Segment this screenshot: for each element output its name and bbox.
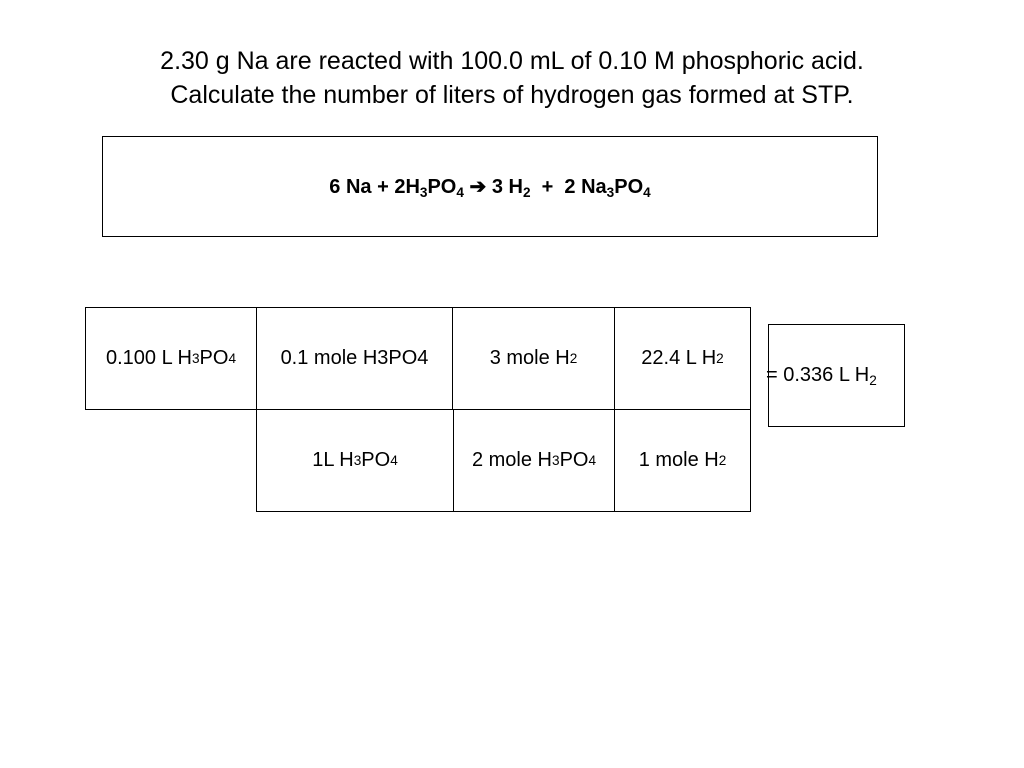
start-quantity-cell: 0.100 L H 3 PO 4 — [85, 307, 257, 410]
equation-text: PO — [427, 176, 457, 198]
denominator-cell-3: 1 mole H 2 — [615, 409, 751, 512]
arrow-icon: ➔ — [469, 176, 487, 198]
equation-subscript: 4 — [643, 184, 651, 200]
problem-line-2: Calculate the number of liters of hydrogen gas formed at STP. — [170, 81, 854, 109]
numerator-cell-2: 3 mole H 2 — [453, 307, 615, 410]
equation-text: PO — [614, 176, 644, 198]
cell-text: PO — [559, 449, 589, 471]
numerator-cell-1 — [257, 307, 453, 410]
cell-text: 22.4 L H — [641, 347, 717, 369]
cell-text: 0.1 mole H3PO4 — [280, 347, 429, 369]
cell-text: 3 mole H — [489, 347, 570, 369]
problem-statement — [0, 44, 1024, 112]
cell-text: 1L H — [312, 449, 354, 471]
problem-line-1: 2.30 g Na are reacted with 100.0 mL of 0.10 M phosphoric acid. — [160, 47, 864, 75]
result-value — [766, 364, 877, 387]
denominator-cell-1: 1L H 3 PO 4 — [256, 409, 454, 512]
cell-text: 1 mole H — [638, 449, 719, 471]
equation-subscript: 3 — [606, 184, 615, 200]
result-subscript: 2 — [869, 372, 877, 388]
cell-text: PO — [361, 449, 391, 471]
cell-text: 0.100 L H — [105, 347, 192, 369]
result-text: = 0.336 L H — [766, 364, 870, 386]
cell-text: PO — [199, 347, 229, 369]
equation-subscript: 2 — [522, 184, 531, 200]
numerator-cell-3: 22.4 L H 2 — [615, 307, 751, 410]
denominator-cell-2: 2 mole H 3 PO 4 — [454, 409, 615, 512]
equation-text: + 2 Na — [530, 176, 607, 198]
equation-subscript: 4 — [456, 184, 464, 200]
balanced-equation — [0, 174, 980, 199]
cell-text: 2 mole H — [471, 449, 552, 471]
equation-subscript: 3 — [419, 184, 428, 200]
equation-text: 6 Na + 2H — [329, 176, 420, 198]
equation-text: 3 H — [486, 176, 523, 198]
